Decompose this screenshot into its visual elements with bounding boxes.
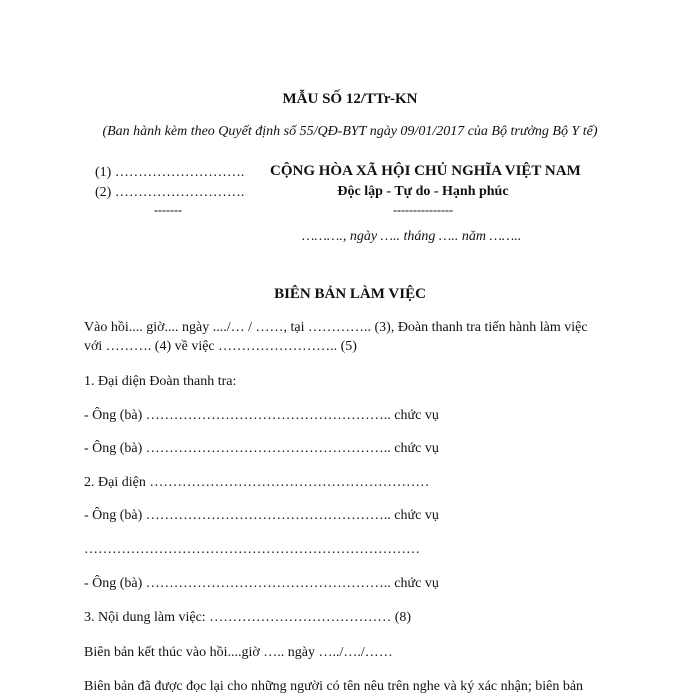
dotted-line: ………………………………………………………………	[84, 542, 420, 557]
form-number: MẪU SỐ 12/TTr-KN	[282, 91, 418, 107]
confirmation-line: Biên bản đã được đọc lại cho những người có tên nêu trên nghe và ký xác nhận; biên bản	[84, 679, 584, 694]
place-date-line: ………., ngày ….. tháng ….. năm ……..	[302, 229, 522, 244]
representative-line-1: - Ông (bà) …………………………………………….. chức vụ	[84, 508, 439, 523]
motto-divider: ---------------	[393, 203, 453, 217]
org-line-2: (2) ……………………….	[95, 185, 245, 200]
issuance-note: (Ban hành kèm theo Quyết định số 55/QĐ-BYT ngày 09/01/2017 của Bộ trưởng Bộ Y tế)	[102, 124, 598, 139]
org-line-1: (1) ……………………….	[95, 165, 245, 180]
end-time-line: Biên bản kết thúc vào hồi....giờ ….. ngày …../…./……	[84, 645, 393, 660]
representative-heading: 2. Đại diện ……………………………………………………	[84, 475, 430, 490]
meeting-time-line: Vào hồi.... giờ.... ngày ..../… / ……, tại ………….. (3), Đoàn thanh tra tiến hành làm việc	[84, 320, 588, 335]
inspector-line-2: - Ông (bà) …………………………………………….. chức vụ	[84, 441, 439, 456]
nation-name: CỘNG HÒA XÃ HỘI CHỦ NGHĨA VIỆT NAM	[270, 163, 581, 179]
national-motto: Độc lập - Tự do - Hạnh phúc	[337, 184, 509, 199]
org-divider: -------	[154, 203, 182, 217]
inspector-line-1: - Ông (bà) …………………………………………….. chức vụ	[84, 408, 439, 423]
meeting-subject-line: với ………. (4) về việc …………………….. (5)	[84, 339, 357, 354]
document-title: BIÊN BẢN LÀM VIỆC	[274, 286, 426, 302]
work-content-line: 3. Nội dung làm việc: ………………………………… (8)	[84, 610, 412, 625]
representative-line-2: - Ông (bà) …………………………………………….. chức vụ	[84, 576, 439, 591]
inspection-team-heading: 1. Đại diện Đoàn thanh tra:	[84, 374, 237, 389]
